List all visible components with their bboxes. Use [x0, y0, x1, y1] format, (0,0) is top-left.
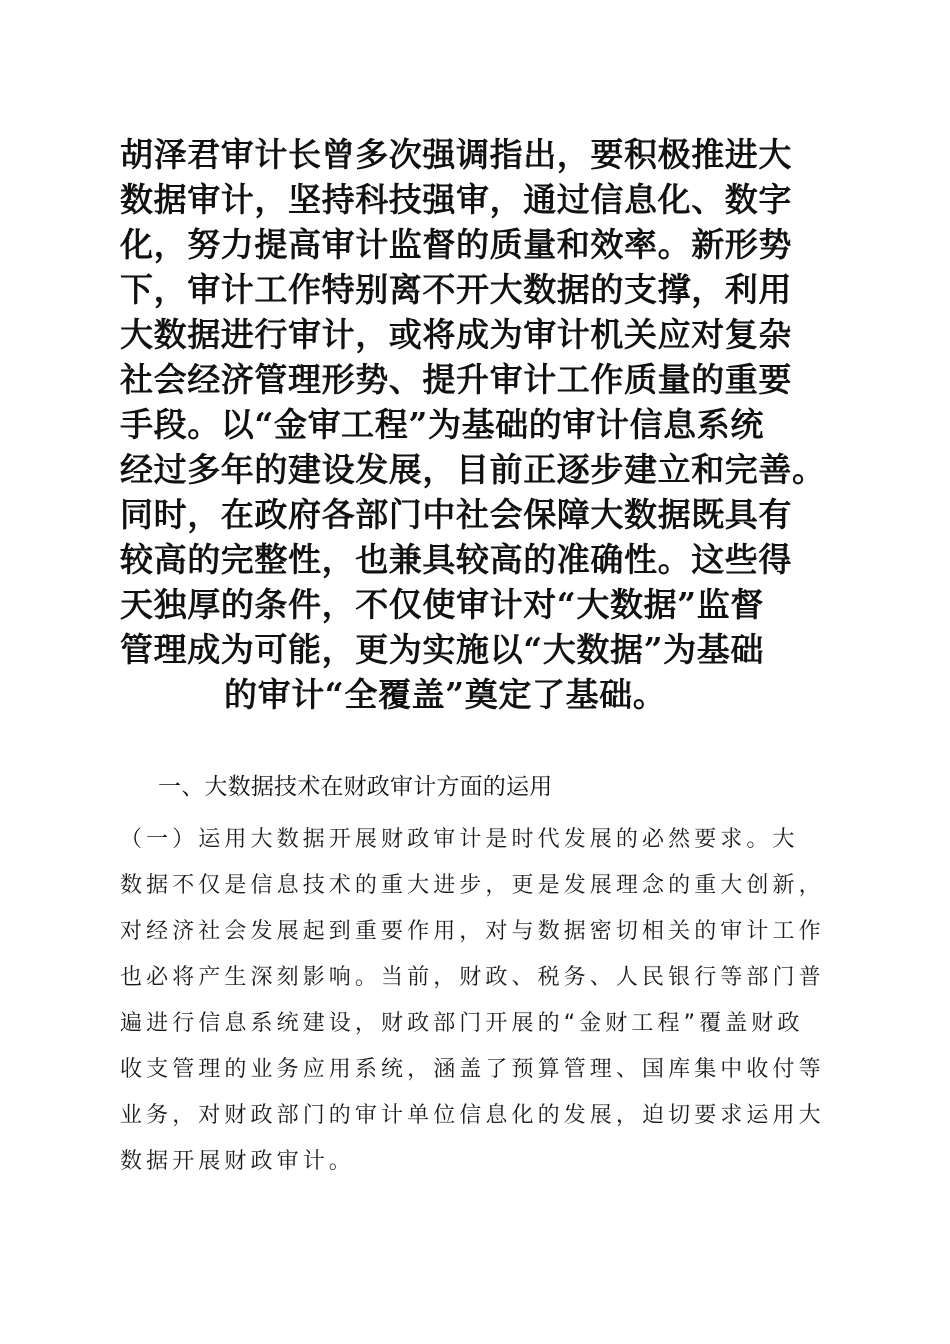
body-line: 遍进行信息系统建设，财政部门开展的“金财工程”覆盖财政: [120, 1011, 804, 1036]
intro-line: 社会经济管理形势、提升审计工作质量的重要: [120, 360, 792, 399]
intro-paragraph: [120, 132, 830, 717]
body-line: 数据不仅是信息技术的重大进步，更是发展理念的重大创新，: [120, 873, 825, 898]
intro-line: 大数据进行审计，或将成为审计机关应对复杂: [120, 315, 792, 354]
intro-line: 化，努力提高审计监督的质量和效率。新形势: [120, 225, 792, 264]
intro-line: 下，审计工作特别离不开大数据的支撑，利用: [120, 270, 792, 309]
intro-line: 手段。以“金审工程”为基础的审计信息系统: [120, 405, 764, 444]
intro-line: 较高的完整性，也兼具较高的准确性。这些得: [120, 540, 792, 579]
intro-line: 经过多年的建设发展，目前正逐步建立和完善。: [120, 450, 826, 489]
body-line: 业务，对财政部门的审计单位信息化的发展，迫切要求运用大: [120, 1103, 825, 1128]
intro-line: 胡泽君审计长曾多次强调指出，要积极推进大: [120, 135, 792, 174]
intro-line: 数据审计，坚持科技强审，通过信息化、数字: [120, 180, 792, 219]
body-line: 对经济社会发展起到重要作用，对与数据密切相关的审计工作: [120, 919, 825, 944]
intro-line-centered: 的审计“全覆盖”奠定了基础。: [224, 675, 667, 714]
section-heading: 一、大数据技术在财政审计方面的运用: [158, 774, 553, 800]
intro-line: 天独厚的条件，不仅使审计对“大数据”监督: [120, 585, 764, 624]
body-line: 也必将产生深刻影响。当前，财政、税务、人民银行等部门普: [120, 965, 825, 990]
intro-line: 同时，在政府各部门中社会保障大数据既具有: [120, 495, 792, 534]
body-line: （一）运用大数据开展财政审计是时代发展的必然要求。大: [120, 827, 799, 852]
intro-line: 管理成为可能，更为实施以“大数据”为基础: [120, 630, 764, 669]
section-body-paragraph: [120, 817, 830, 1185]
body-line: 数据开展财政审计。: [120, 1149, 355, 1174]
body-line: 收支管理的业务应用系统，涵盖了预算管理、国库集中收付等: [120, 1057, 825, 1082]
